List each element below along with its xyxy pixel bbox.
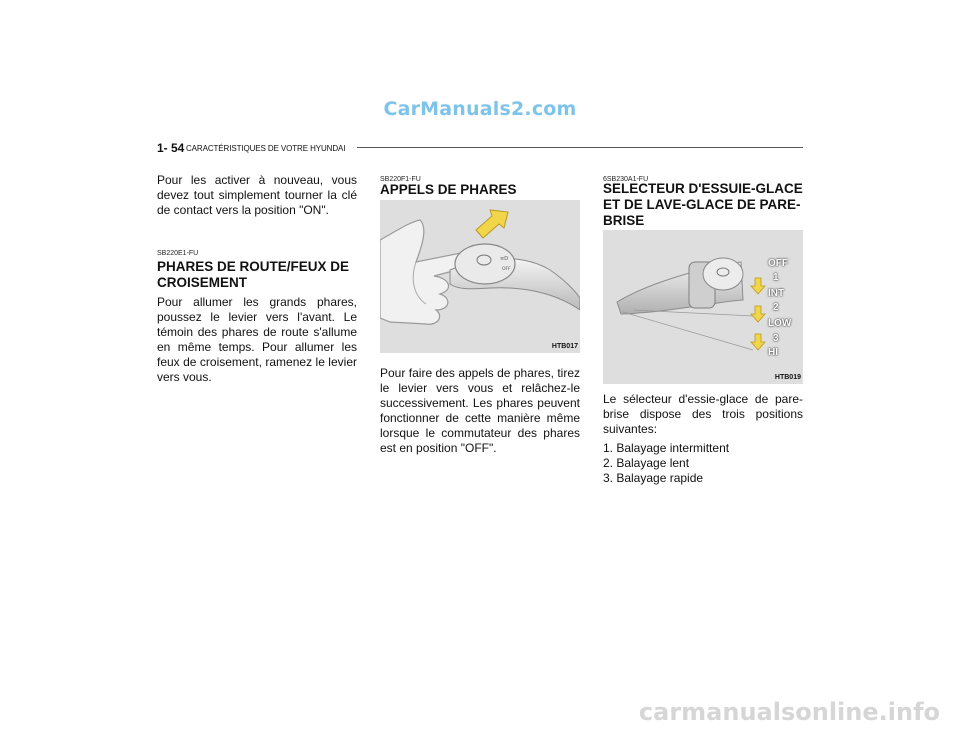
wiper-pos-1: 1 xyxy=(773,272,779,283)
section-code-2: SB220F1-FU xyxy=(380,176,421,183)
figure-headlight-flash xyxy=(380,200,580,353)
section-heading-3: SELECTEUR D'ESSUIE-GLACE ET DE LAVE-GLACE DE PARE-BRISE xyxy=(603,181,803,228)
lever-illustration xyxy=(380,200,580,353)
wiper-pos-3: 3 xyxy=(773,333,779,344)
figure-wiper-switch xyxy=(603,230,803,384)
wiper-pos-int: INT xyxy=(768,288,785,299)
list-item: 3. Balayage rapide xyxy=(603,471,704,485)
wiper-pos-hi: HI xyxy=(768,347,778,358)
wiper-pos-off: OFF xyxy=(768,258,788,269)
section-body-3: Le sélecteur d'essie-glace de pare-brise dispose des trois positions suivantes: xyxy=(603,392,803,436)
section-code-1: SB220E1-FU xyxy=(157,250,199,257)
svg-text:OFF: OFF xyxy=(502,267,511,272)
list-item: 2. Balayage lent xyxy=(603,456,690,470)
section-heading-2: APPELS DE PHARES xyxy=(380,182,517,197)
section-heading-1: PHARES DE ROUTE/FEUX DE CROISEMENT xyxy=(157,259,350,290)
wiper-speed-list xyxy=(603,441,803,486)
watermark-bottom: carmanualsonline.info xyxy=(638,698,940,726)
page-number: 1- 54 xyxy=(157,141,185,155)
list-item: 1. Balayage intermittent xyxy=(603,441,730,455)
figure-label-htb019: HTB019 xyxy=(774,374,801,381)
intro-paragraph: Pour les activer à nouveau, vous devez tout simplement tourner la clé de contact vers la position "ON". xyxy=(157,173,357,217)
wiper-pos-2: 2 xyxy=(773,302,779,313)
wiper-pos-low: LOW xyxy=(768,318,792,329)
figure-label-htb017: HTB017 xyxy=(551,343,578,350)
section-body-1: Pour allumer les grands phares, poussez le levier vers l'avant. Le témoin des phares de route s'allume en même temps. Pour allumer les feux de croisement, ramenez le levier vers vous. xyxy=(157,295,357,384)
section-code-3: 6SB230A1-FU xyxy=(603,176,649,183)
header-rule xyxy=(357,147,803,148)
watermark-top: CarManuals2.com xyxy=(383,98,577,120)
chapter-title: CARACTÉRISTIQUES DE VOTRE HYUNDAI xyxy=(186,144,346,153)
section-body-2: Pour faire des appels de phares, tirez le levier vers vous et relâchez-le successivement. Les phares peuvent fonctionner de cette manière même lorsque le commutateur des phares est en position "OFF". xyxy=(380,366,580,455)
svg-text:≡D: ≡D xyxy=(500,256,509,262)
